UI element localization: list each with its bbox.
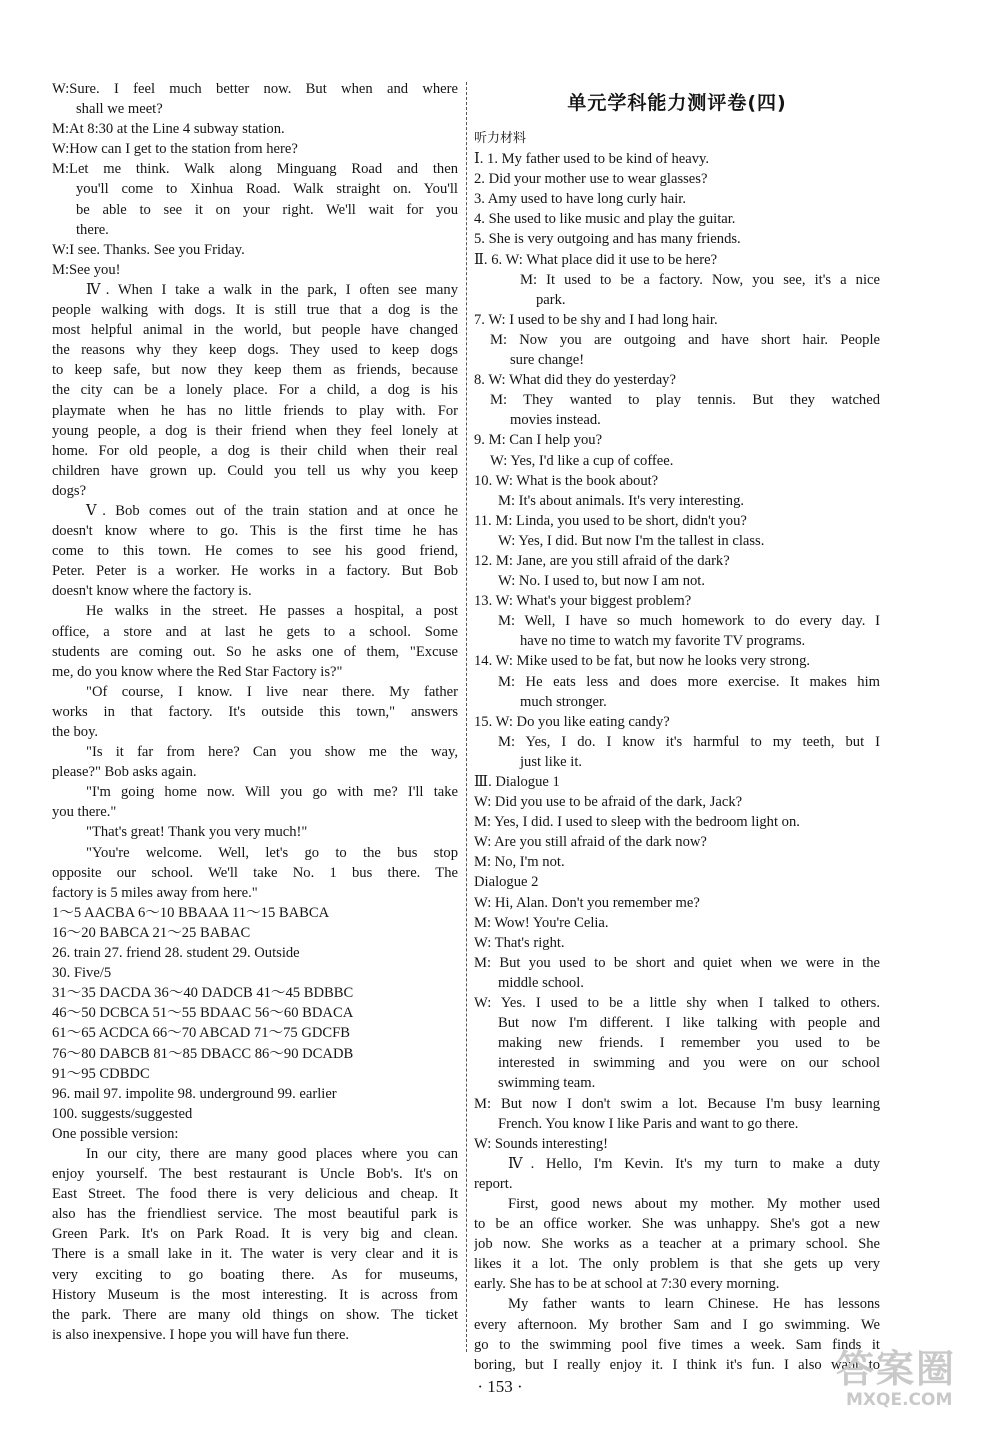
text-line: much stronger. <box>520 693 607 710</box>
text-line: dogs? <box>52 482 87 499</box>
text-line: doesn't know where to go. This is the first time he has <box>52 523 458 540</box>
text-line: East Street. The food there is very delicious and cheap. It <box>52 1186 458 1203</box>
text-line: the boy. <box>52 724 99 740</box>
text-line: report. <box>474 1175 513 1192</box>
answer-line: 1～5 AACBA 6～10 BBAAA 11～15 BABCA <box>52 904 330 921</box>
text-line: interested in swimming and you were on our school <box>498 1055 880 1072</box>
text-line: 5. She is very outgoing and has many friends. <box>474 231 741 248</box>
text-line: W:Sure. I feel much better now. But when and where <box>52 81 458 97</box>
text-line: M: Yes, I did. I used to sleep with the bedroom light on. <box>474 814 800 831</box>
text-line: M: They wanted to play tennis. But they watched <box>490 392 880 409</box>
text-line: boring, but I really enjoy it. I think it's fun. I also want to <box>474 1356 880 1373</box>
text-line: He walks in the street. He passes a hospital, a post <box>86 603 458 620</box>
text-line: W: Yes, I did. But now I'm the tallest in class. <box>498 532 765 549</box>
text-line: M:See you! <box>52 261 121 278</box>
text-line: playmate when he has no little friends to play with. For <box>52 402 458 419</box>
answer-line: 26. train 27. friend 28. student 29. Outside <box>52 945 300 962</box>
text-line: be able to see it on your right. We'll wait for you <box>76 201 458 218</box>
text-line: M:Let me think. Walk along Minguang Road and then <box>52 161 458 178</box>
right-column <box>474 89 880 1375</box>
text-line: 13. W: What's your biggest problem? <box>474 593 692 610</box>
text-line: you'll come to Xinhua Road. Walk straight on. You'll <box>76 181 458 198</box>
text-line: Green Park. It's on Park Road. It is very big and clean. <box>52 1226 458 1243</box>
text-line: 8. W: What did they do yesterday? <box>474 372 676 389</box>
text-line: 14. W: Mike used to be fat, but now he looks very strong. <box>474 653 811 670</box>
text-line: people walking with dogs. It is still true that a dog is the <box>52 302 458 319</box>
text-line: park. <box>536 291 566 308</box>
text-line: 2. Did your mother use to wear glasses? <box>474 171 708 188</box>
text-line: factory is 5 miles away from here." <box>52 884 258 901</box>
text-line: shall we meet? <box>76 101 163 118</box>
text-line: W: Sounds interesting! <box>474 1135 609 1152</box>
watermark-url: MXQE.COM <box>846 1390 953 1410</box>
text-line: you there." <box>52 804 117 821</box>
text-line: the park. There are many old things on show. The ticket <box>52 1306 458 1323</box>
text-line: swimming team. <box>498 1075 596 1092</box>
text-line: job now. She works as a teacher at a primary school. She <box>474 1236 880 1253</box>
text-line: to be an office worker. She was unhappy. She's got a new <box>474 1216 880 1233</box>
text-line: making new friends. I remember you used to be <box>498 1035 880 1052</box>
text-line: Ⅳ. When I take a walk in the park, I often see many <box>86 281 458 298</box>
text-line: come to this town. He comes to see his good friend, <box>52 543 458 560</box>
text-line: 10. W: What is the book about? <box>474 472 659 489</box>
text-line: 12. M: Jane, are you still afraid of the dark? <box>474 552 730 569</box>
answer-line: 91～95 CDBDC <box>52 1065 150 1082</box>
page-number: · 153 · <box>477 1377 523 1396</box>
text-line: Dialogue 2 <box>474 874 539 891</box>
text-line: 4. She used to like music and play the guitar. <box>474 211 736 228</box>
text-line: works in that factory. It's outside this town," answers <box>52 703 458 720</box>
text-line: to keep safe, but now they keep them as friends, because <box>52 362 458 379</box>
text-line: 9. M: Can I help you? <box>474 432 603 449</box>
text-line: there. <box>76 221 109 238</box>
watermark-logo <box>836 1338 986 1418</box>
section-title: 单元学科能力测评卷(四) <box>567 92 787 114</box>
text-line: middle school. <box>498 974 584 991</box>
answer-line: 96. mail 97. impolite 98. underground 99. earlier <box>52 1085 337 1102</box>
text-line: "Of course, I know. I live near there. My father <box>86 683 458 700</box>
text-line: W: Yes, I'd like a cup of coffee. <box>490 452 674 469</box>
text-line: the reasons why they keep dogs. They used to keep dogs <box>52 342 458 359</box>
text-line: M: Wow! You're Celia. <box>474 914 609 931</box>
text-line: children have grown up. Could you tell us why you keep <box>52 462 458 479</box>
text-line: also has the friendliest service. The most beautiful park is <box>52 1206 458 1223</box>
text-line: Ⅴ. Bob comes out of the train station and at once he <box>86 502 458 519</box>
text-line: W: Hi, Alan. Don't you remember me? <box>474 894 700 911</box>
text-line: sure change! <box>510 352 585 369</box>
text-line: "That's great! Thank you very much!" <box>86 824 308 841</box>
text-line: W: No. I used to, but now I am not. <box>498 573 705 590</box>
answer-line: 30. Five/5 <box>52 965 112 982</box>
answer-line: 100. suggests/suggested <box>52 1105 193 1122</box>
text-line: One possible version: <box>52 1125 179 1142</box>
text-line: have no time to watch my favorite TV programs. <box>520 633 806 650</box>
text-line: M:At 8:30 at the Line 4 subway station. <box>52 121 285 138</box>
text-line: just like it. <box>520 753 583 770</box>
text-line: very exciting to go boating there. As for museums, <box>52 1266 458 1283</box>
text-line: "You're welcome. Well, let's go to the bus stop <box>86 844 458 861</box>
text-line: Peter. Peter is a worker. He works in a factory. But Bob <box>52 563 458 580</box>
text-line: movies instead. <box>510 412 601 429</box>
text-line: Ⅲ. Dialogue 1 <box>474 774 560 790</box>
text-line: is also inexpensive. I hope you will have fun there. <box>52 1326 350 1343</box>
text-line: me, do you know where the Red Star Factory is?" <box>52 663 343 680</box>
text-line: 7. W: I used to be shy and I had long hair. <box>474 311 718 328</box>
text-line: W: Are you still afraid of the dark now? <box>474 834 707 851</box>
answer-line: 16～20 BABCA 21～25 BABAC <box>52 924 251 941</box>
text-line: opposite our school. We'll take No. 1 bus there. The <box>52 864 458 881</box>
text-line: the city can be a lonely place. For a child, a dog is his <box>52 382 458 399</box>
text-line: Ⅳ. Hello, I'm Kevin. It's my turn to make a duty <box>508 1155 880 1172</box>
text-line: early. She has to be at school at 7:30 every morning. <box>474 1276 780 1293</box>
text-line: 11. M: Linda, you used to be short, didn't you? <box>474 512 747 529</box>
text-line: office, a store and at last he gets to a school. Some <box>52 623 458 640</box>
left-column <box>52 79 458 1345</box>
text-line: "I'm going home now. Will you go with me? I'll take <box>86 784 458 801</box>
text-line: History Museum is the most interesting. It is across from <box>52 1286 458 1303</box>
text-line: M: Now you are outgoing and have short hair. People <box>490 331 880 348</box>
text-line: doesn't know where the factory is. <box>52 583 252 600</box>
text-line: M: Yes, I do. I know it's harmful to my teeth, but I <box>498 733 880 750</box>
text-line: There is a small lake in it. The water is very clear and it is <box>52 1246 458 1263</box>
text-line: M: He eats less and does more exercise. It makes him <box>498 673 880 690</box>
text-line: W: That's right. <box>474 934 565 951</box>
text-line: M: Well, I have so much homework to do every day. I <box>498 613 880 630</box>
text-line: W:How can I get to the station from here? <box>52 141 298 158</box>
text-line: Ⅱ. 6. W: What place did it use to be here? <box>474 251 718 268</box>
text-line: every afternoon. My brother Sam and I go swimming. We <box>474 1316 880 1333</box>
text-line: W:I see. Thanks. See you Friday. <box>52 241 245 258</box>
text-line: Ⅰ. 1. My father used to be kind of heavy. <box>474 151 710 168</box>
text-line: go to the swimming pool five times a week. Sam finds it <box>474 1336 880 1353</box>
text-line: 15. W: Do you like eating candy? <box>474 713 670 730</box>
text-line: My father wants to learn Chinese. He has lessons <box>508 1296 880 1313</box>
watermark-text: 答案圈 <box>836 1347 957 1391</box>
text-line: 3. Amy used to have long curly hair. <box>474 191 686 208</box>
text-line: First, good news about my mother. My mother used <box>508 1195 880 1212</box>
text-line: M: But now I don't swim a lot. Because I'm busy learning <box>474 1095 880 1112</box>
text-line: most helpful animal in the world, but people have changed <box>52 322 458 339</box>
text-line: "Is it far from here? Can you show me the way, <box>86 744 458 761</box>
text-line: young people, a dog is their friend when they feel lonely at <box>52 422 458 439</box>
text-line: home. For old people, a dog is their child when their real <box>52 442 458 459</box>
column-divider <box>466 82 467 1352</box>
text-line: M: But you used to be short and quiet when we were in the <box>474 954 880 971</box>
text-line: M: It used to be a factory. Now, you see, it's a nice <box>520 271 880 288</box>
text-line: M: It's about animals. It's very interesting. <box>498 492 745 509</box>
text-line: W: Yes. I used to be a little shy when I talked to others. <box>474 995 880 1012</box>
answer-line: 76～80 DABCB 81～85 DBACC 86～90 DCADB <box>52 1045 354 1062</box>
text-line: In our city, there are many good places where you can <box>86 1145 458 1162</box>
text-line: students are coming out. So he asks one of them, "Excuse <box>52 643 458 660</box>
answer-line: 31～35 DACDA 36～40 DADCB 41～45 BDBBC <box>52 985 354 1002</box>
text-line: likes it a lot. The only problem is that she gets up very <box>474 1256 880 1273</box>
answer-line: 61～65 ACDCA 66～70 ABCAD 71～75 GDCFB <box>52 1025 351 1042</box>
text-line: M: No, I'm not. <box>474 854 565 871</box>
section-label: 听力材料 <box>474 131 527 146</box>
text-line: French. You know I like Paris and want to go there. <box>498 1115 799 1132</box>
text-line: enjoy yourself. The best restaurant is Uncle Bob's. It's on <box>52 1166 458 1183</box>
text-line: W: Did you use to be afraid of the dark, Jack? <box>474 794 743 811</box>
text-line: please?" Bob asks again. <box>52 764 197 781</box>
text-line: But now I'm different. I like talking with people and <box>498 1015 880 1032</box>
answer-line: 46～50 DCBCA 51～55 BDAAC 56～60 BDACA <box>52 1005 354 1022</box>
